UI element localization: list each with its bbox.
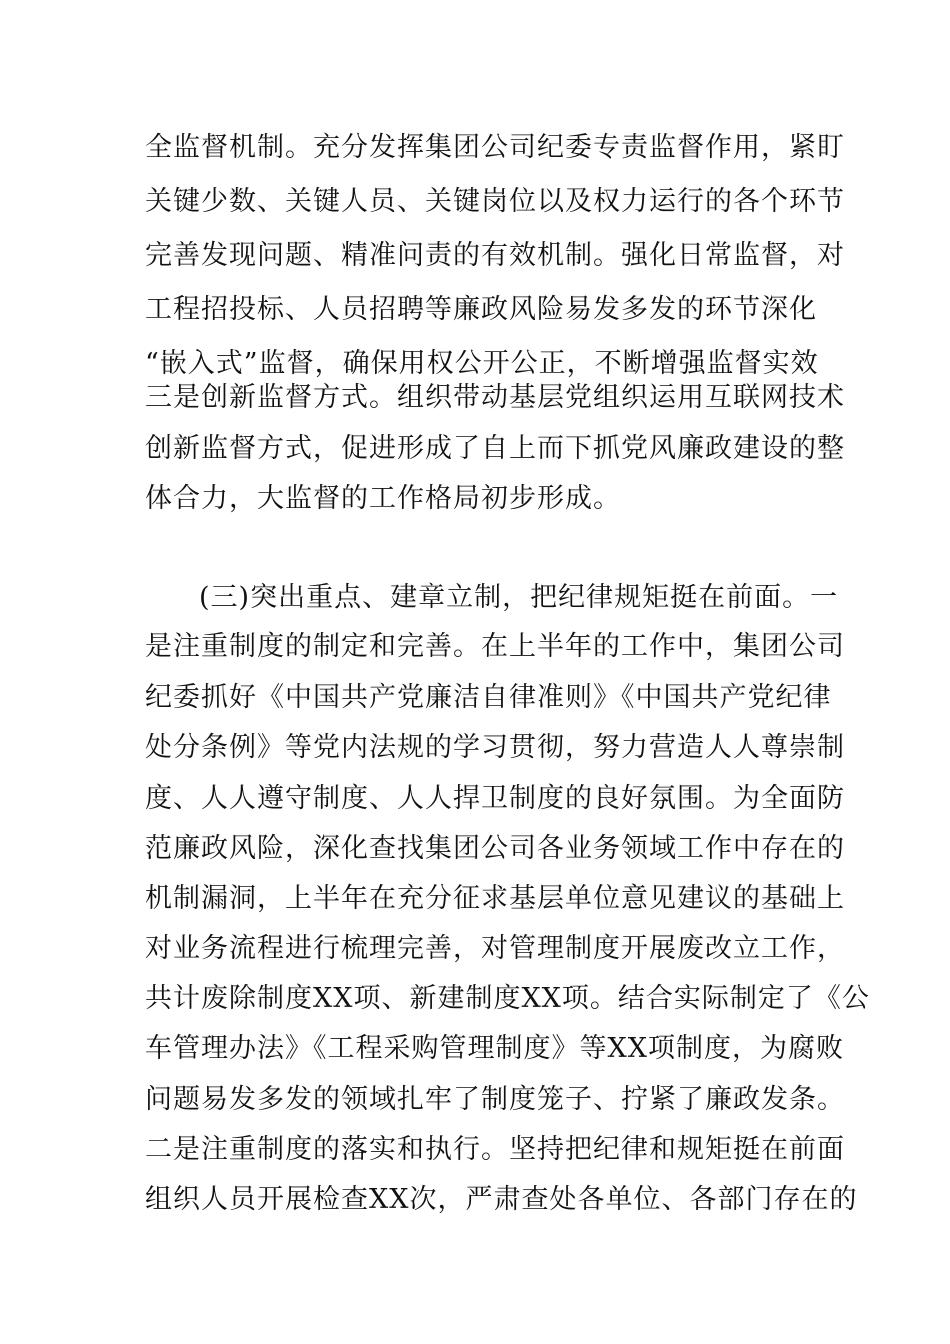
paragraph-1-line-4: 工程招投标、人员招聘等廉政风险易发多发的环节深化: [145, 294, 817, 325]
paragraph-2-line-9: 共计废除制度XX项、新建制度XX项。结合实际制定了《公: [145, 983, 870, 1014]
paragraph-2-line-4: 处分条例》等党内法规的学习贯彻，努力营造人人尊崇制: [145, 732, 845, 763]
paragraph-2-line-6: 范廉政风险，深化查找集团公司各业务领域工作中存在的: [145, 833, 845, 864]
paragraph-2-line-12: 二是注重制度的落实和执行。坚持把纪律和规矩挺在前面: [145, 1134, 845, 1165]
paragraph-1-line-3: 完善发现问题、精准问责的有效机制。强化日常监督，对: [145, 240, 845, 271]
paragraph-2-line-3: 纪委抓好《中国共产党廉洁自律准则》《中国共产党纪律: [145, 682, 832, 713]
paragraph-1-line-1: 全监督机制。充分发挥集团公司纪委专责监督作用，紧盯: [145, 132, 845, 163]
paragraph-1-line-7: 创新监督方式，促进形成了自上而下抓党风廉政建设的整: [145, 433, 845, 464]
paragraph-1-line-2: 关键少数、关键人员、关键岗位以及权力运行的各个环节: [145, 186, 845, 217]
paragraph-2-line-2: 是注重制度的制定和完善。在上半年的工作中，集团公司: [145, 631, 845, 662]
paragraph-2-line-10: 车管理办法》《工程采购管理制度》等XX项制度，为腐败: [145, 1033, 844, 1064]
paragraph-2-line-13: 组织人员开展检查XX次，严肃查处各单位、各部门存在的: [145, 1184, 858, 1215]
paragraph-1-line-5: “嵌入式”监督，确保用权公开公正，不断增强监督实效: [145, 348, 819, 379]
paragraph-2-line-1: (三)突出重点、建章立制，把纪律规矩挺在前面。一: [199, 582, 839, 613]
paragraph-2-line-11: 问题易发多发的领域扎牢了制度笼子、拧紧了廉政发条。: [145, 1084, 845, 1115]
paragraph-1-line-6: 三是创新监督方式。组织带动基层党组织运用互联网技术: [145, 382, 845, 413]
paragraph-2-line-5: 度、人人遵守制度、人人捍卫制度的良好氛围。为全面防: [145, 783, 845, 814]
paragraph-2-line-8: 对业务流程进行梳理完善，对管理制度开展废改立工作，: [145, 933, 845, 964]
paragraph-1-line-8: 体合力，大监督的工作格局初步形成。: [145, 483, 621, 514]
paragraph-2-line-7: 机制漏洞，上半年在充分征求基层单位意见建议的基础上: [145, 883, 845, 914]
